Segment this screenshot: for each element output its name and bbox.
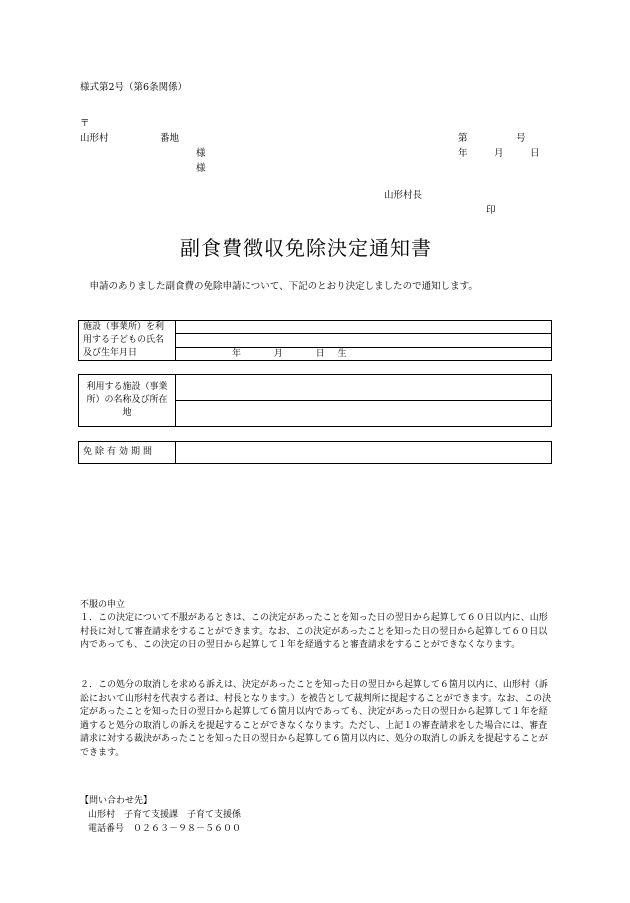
form-number: 様式第2号（第6条関係）: [80, 82, 188, 93]
contact-heading: 【問い合わせ先】: [80, 796, 153, 806]
birth-tsuki: 月: [273, 348, 283, 359]
child-info-table: [78, 320, 552, 361]
contact-phone: 電話番号 ０２６３－９８－５６００: [88, 823, 242, 834]
child-info-label: 施設（事業所）を利用する子どもの氏名及び生年月日: [79, 321, 176, 361]
birth-sei: 生: [337, 348, 347, 359]
exemption-period-table: [78, 441, 552, 464]
intro-text: 申請のありました副食費の免除申請について、下記のとおり決定しましたので通知します。: [89, 281, 478, 292]
facility-address-row: [176, 401, 552, 427]
doc-number-gou: 号: [516, 133, 526, 144]
contact-dept: 山形村 子育て支援課 子育て支援係: [88, 809, 242, 820]
appeal-heading: 不服の申立: [80, 600, 126, 610]
child-birthdate-row: [176, 347, 552, 360]
issuer-title: 山形村長: [384, 190, 423, 201]
address-sama-1: 様: [196, 148, 206, 159]
birth-nen: 年: [232, 348, 242, 359]
facility-name-row: [176, 375, 552, 401]
contact-block: [80, 795, 241, 837]
exemption-period-label: 免除有効期間: [79, 442, 176, 464]
facility-table: [78, 374, 552, 427]
appeal-paragraph-1: １．この決定について不服があるときは、この決定があったことを知った日の翌日から起算して６０日以内に、山形村長に対して審査請求をすることができます。なお、この決定があったことを知った日の翌日から起算して６０日以内であっても、この決定の日の翌日から起算して１年を経過すると審査請求をすることができなくなります。: [80, 613, 548, 650]
facility-label: 利用する施設（事業所）の名称及び所在地: [79, 375, 176, 427]
address-banchi: 番地: [160, 133, 180, 144]
child-info-row-2: [176, 334, 552, 347]
address-village: 山形村: [80, 133, 109, 144]
exemption-period-value: [176, 442, 552, 464]
date-tsuki: 月: [494, 148, 504, 159]
date-nen: 年: [458, 148, 468, 159]
document-title: 副食費徴収免除決定通知書: [180, 236, 432, 260]
birth-hi: 日: [315, 348, 325, 359]
address-sama-2: 様: [196, 163, 206, 174]
issuer-seal: 印: [486, 205, 496, 216]
doc-number-dai: 第: [458, 133, 468, 144]
postal-mark: 〒: [80, 118, 90, 129]
appeal-paragraph-2: ２．この処分の取消しを求める訴えは、決定があったことを知った日の翌日から起算して６箇月以内に、山形村（訴訟において山形村を代表する者は、村長となります。）を被告として裁判所に提起することができます。なお、この決定があったことを知った日の翌日から起算して６箇月以内であっても、決定があった日の翌日から起算して１年を経過すると処分の取消しの訴えを提起することができなくなります。ただし、上記１の審査請求をした場合には、審査請求に対する裁決があったことを知った日の翌日から起算して６箇月以内に、処分の取消しの訴えを提起することができます。: [80, 680, 552, 758]
child-info-row-1: [176, 321, 552, 334]
date-hi: 日: [530, 148, 540, 159]
